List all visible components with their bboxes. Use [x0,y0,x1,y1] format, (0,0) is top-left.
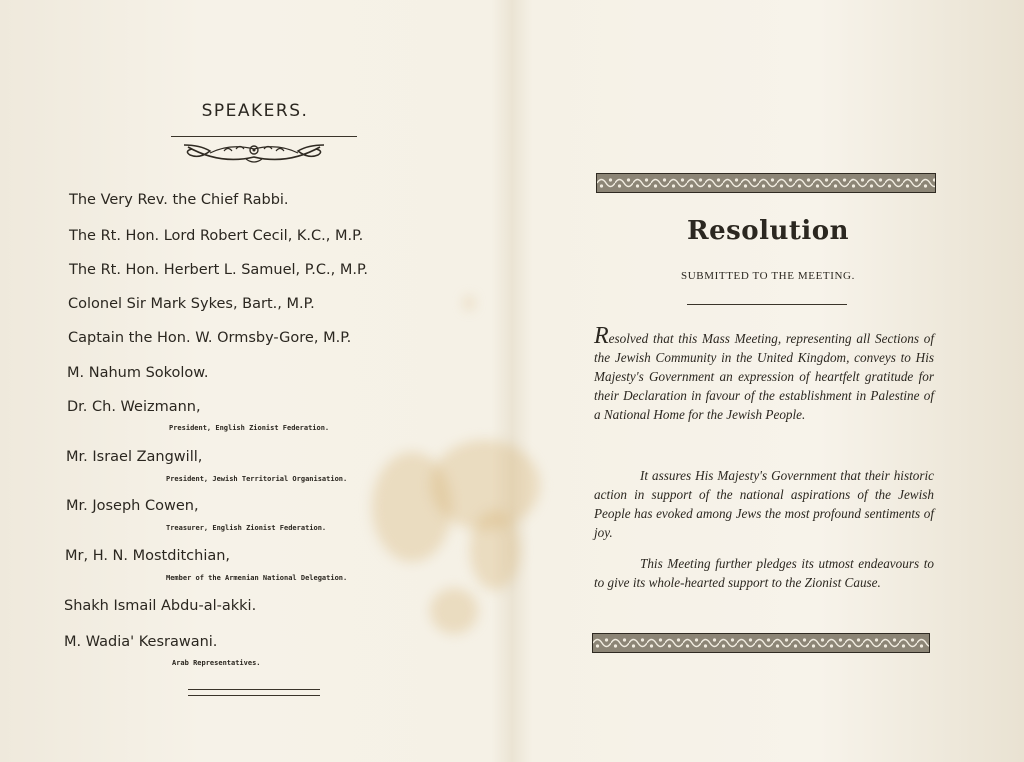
speaker-name: M. Nahum Sokolow. [67,365,209,381]
heading-rule [171,136,357,137]
resolution-paragraph-2 [594,466,934,542]
speaker-name: The Very Rev. the Chief Rabbi. [69,192,289,208]
paragraph-1-text: esolved that this Mass Meeting, representing all Sections of the Jewish Community in the United Kingdom, conveys to His Majesty's Government an expression of heartfelt gratitude for their Declaration in favour of the establishment in Palestine of a National Home for the Jewish People. [594,331,934,422]
paragraph-2-text: It assures His Majesty's Government that their historic action in support of the national aspirations of the Jewish People has evoked among Jews the most profound sentiments of joy. [594,468,934,540]
resolution-paragraph-1 [594,323,934,424]
floral-ornament-icon [180,139,328,167]
speaker-role: Arab Representatives. [172,659,261,667]
speaker-role: Member of the Armenian National Delegation. [166,574,348,582]
speaker-name: Mr. Joseph Cowen, [66,498,199,514]
speakers-heading: SPEAKERS. [201,101,309,121]
decorative-band-top [596,173,936,193]
closing-rule [188,689,320,696]
resolution-page [512,0,1024,762]
speaker-role: President, Jewish Territorial Organisation. [166,475,348,483]
speaker-name: Shakh Ismail Abdu-al-akki. [64,598,257,614]
speaker-name: M. Wadia' Kesrawani. [64,634,218,650]
speaker-role: President, English Zionist Federation. [169,424,330,432]
speaker-name: Colonel Sir Mark Sykes, Bart., M.P. [68,296,315,312]
speaker-name: Mr, H. N. Mostditchian, [65,548,231,564]
speaker-name: The Rt. Hon. Lord Robert Cecil, K.C., M.P. [69,228,364,244]
resolution-paragraph-3 [594,554,934,592]
speaker-role: Treasurer, English Zionist Federation. [166,524,327,532]
speaker-name: The Rt. Hon. Herbert L. Samuel, P.C., M.P. [69,262,369,278]
resolution-subtitle: SUBMITTED TO THE MEETING. [681,270,855,282]
speaker-name: Dr. Ch. Weizmann, [67,399,201,415]
resolution-title: Resolution [686,216,850,246]
speaker-name: Captain the Hon. W. Ormsby-Gore, M.P. [68,330,352,346]
drop-cap: R [594,323,609,349]
speaker-name: Mr. Israel Zangwill, [66,449,203,465]
subtitle-rule [687,304,847,305]
paragraph-3-text: This Meeting further pledges its utmost endeavours to to give its whole-hearted support to the Zionist Cause. [594,556,934,590]
decorative-band-bottom [592,633,930,653]
